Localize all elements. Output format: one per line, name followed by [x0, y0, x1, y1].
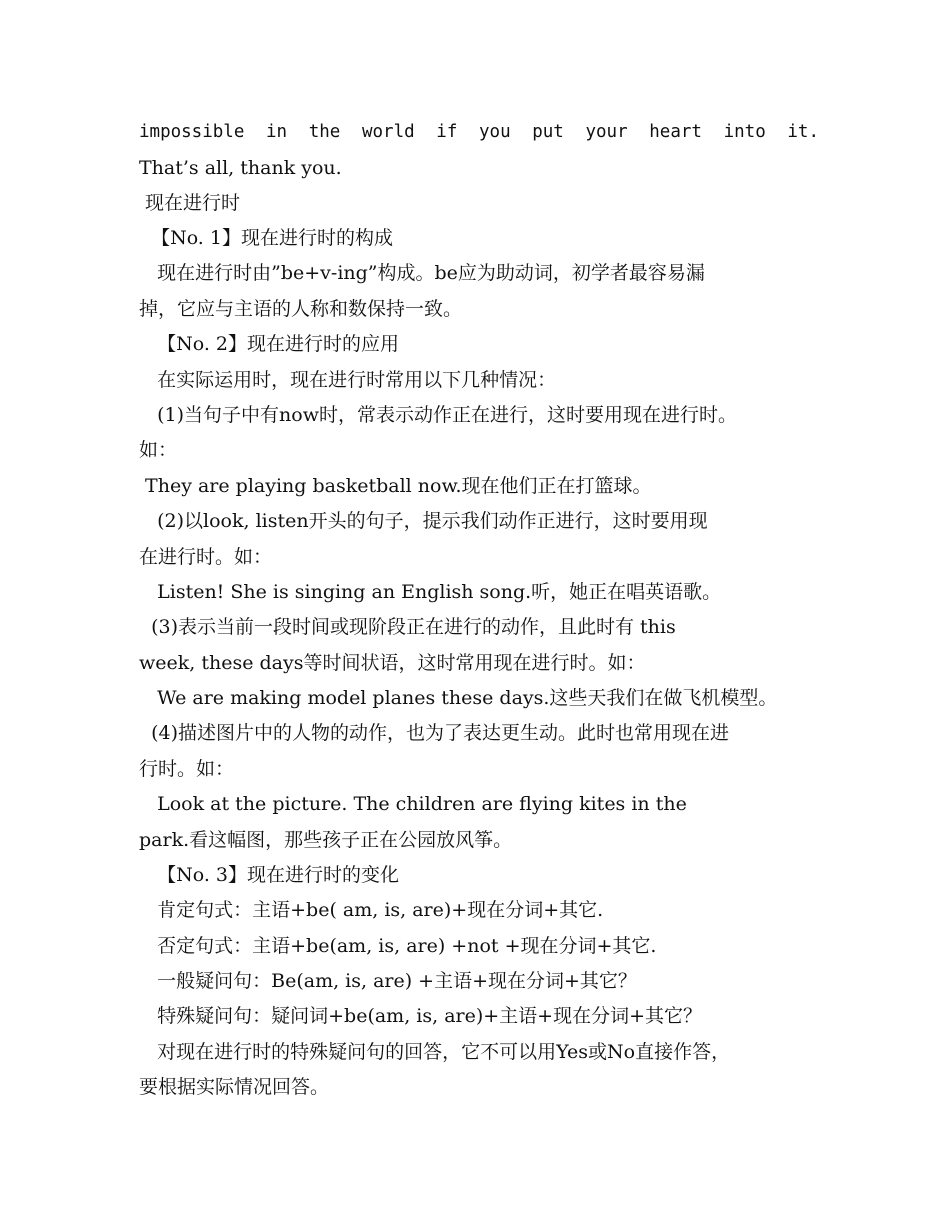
example-sentence: We are making model planes these days.这些天我们在做飞机模型。	[139, 687, 778, 709]
text-line: 在进行时。如：	[139, 546, 273, 568]
text-line: 在实际运用时，现在进行时常用以下几种情况：	[139, 369, 557, 391]
text-line: (1)当句子中有now时，常表示动作正在进行，这时要用现在进行时。	[139, 404, 737, 426]
text-line: (2)以look, listen开头的句子，提示我们动作正进行，这时要用现	[139, 510, 708, 532]
sentence-pattern: 肯定句式：主语+be( am, is, are)+现在分词+其它.	[139, 899, 604, 921]
section-heading: 现在进行时	[139, 192, 241, 214]
text-line: (4)描述图片中的人物的动作，也为了表达更生动。此时也常用现在进	[139, 722, 729, 744]
subsection-heading: 【No. 3】现在进行时的变化	[139, 864, 400, 886]
text-line: impossible in the world if you put your heart into it.	[139, 122, 819, 142]
text-line: (3)表示当前一段时间或现阶段正在进行的动作，且此时有 this	[139, 616, 676, 638]
text-line: 现在进行时由”be+v-ing”构成。be应为助动词，初学者最容易漏	[139, 262, 705, 284]
example-sentence: Listen! She is singing an English song.听，她正在唱英语歌。	[139, 581, 722, 603]
text-line: 对现在进行时的特殊疑问句的回答，它不可以用Yes或No直接作答，	[139, 1041, 731, 1063]
sentence-pattern: 特殊疑问句：疑问词+be(am, is, are)+主语+现在分词+其它？	[139, 1005, 703, 1027]
text-line: 掉，它应与主语的人称和数保持一致。	[139, 298, 463, 320]
example-sentence: Look at the picture. The children are flying kites in the	[139, 793, 687, 815]
subsection-heading: 【No. 2】现在进行时的应用	[139, 333, 400, 355]
text-line: 行时。如：	[139, 758, 235, 780]
example-sentence: park.看这幅图，那些孩子正在公园放风筝。	[139, 829, 513, 851]
text-line: 如：	[139, 439, 178, 461]
subsection-heading: 【No. 1】现在进行时的构成	[139, 227, 393, 249]
sentence-pattern: 一般疑问句：Be(am, is, are) +主语+现在分词+其它？	[139, 970, 637, 992]
text-line: week, these days等时间状语，这时常用现在进行时。如：	[139, 652, 646, 674]
sentence-pattern: 否定句式：主语+be(am, is, are) +not +现在分词+其它.	[139, 935, 657, 957]
text-line: 要根据实际情况回答。	[139, 1076, 330, 1098]
example-sentence: They are playing basketball now.现在他们正在打篮球。	[139, 475, 652, 497]
text-line: That’s all, thank you.	[139, 157, 342, 179]
